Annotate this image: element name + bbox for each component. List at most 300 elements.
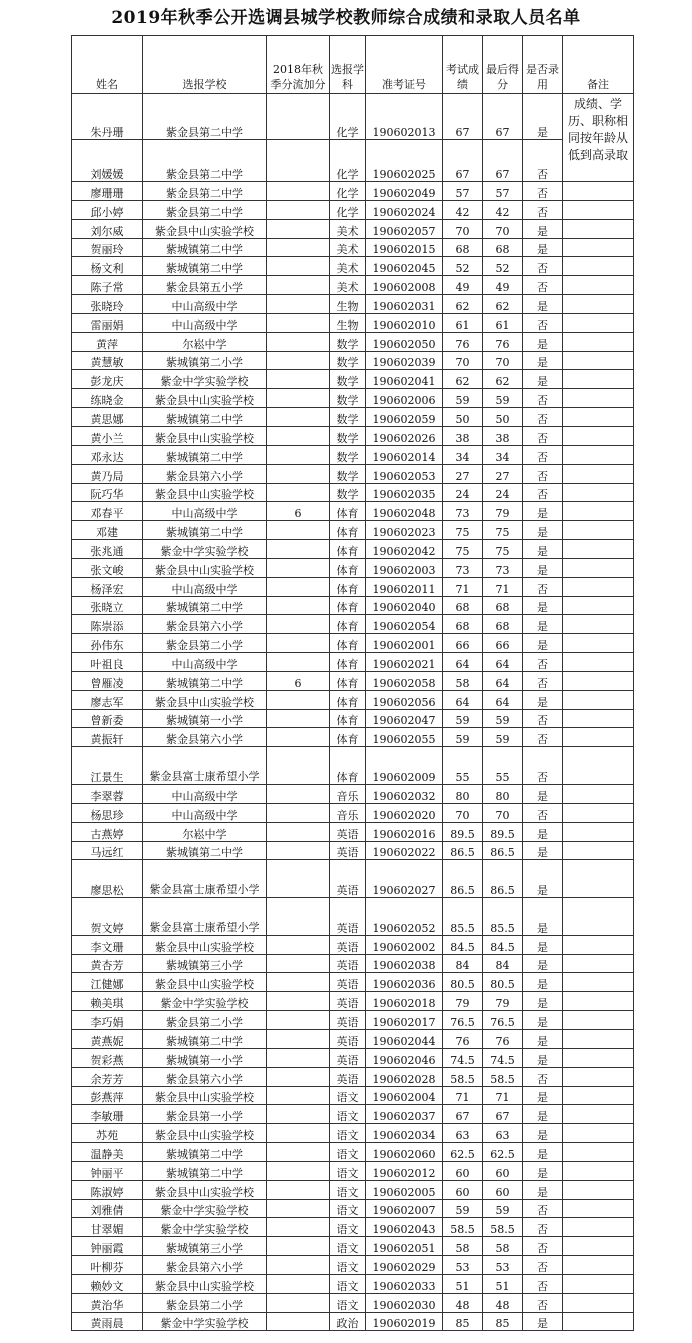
table-row: [72, 540, 634, 559]
table-row: [72, 1048, 634, 1067]
table-row: [72, 295, 634, 314]
cell-final: 60: [483, 1161, 523, 1180]
cell-name: 杨泽宏: [72, 577, 143, 596]
cell-admit: 否: [523, 747, 563, 785]
cell-note: [563, 295, 634, 314]
cell-school: 中山高级中学: [143, 502, 267, 521]
table-row: [72, 671, 634, 690]
cell-final: 76.5: [483, 1011, 523, 1030]
cell-final: 58.5: [483, 1067, 523, 1086]
cell-ticket: 190602044: [366, 1029, 443, 1048]
cell-school: 中山高级中学: [143, 313, 267, 332]
cell-note: [563, 1312, 634, 1331]
cell-subject: 英语: [330, 841, 366, 860]
cell-subject: 体育: [330, 653, 366, 672]
cell-school: 紫城镇第一小学: [143, 709, 267, 728]
cell-note: [563, 408, 634, 427]
table-row: [72, 973, 634, 992]
table-row: [72, 502, 634, 521]
cell-final: 74.5: [483, 1048, 523, 1067]
cell-name: 余芳芳: [72, 1067, 143, 1086]
cell-final: 57: [483, 182, 523, 201]
cell-name: 邓建: [72, 521, 143, 540]
cell-admit: 是: [523, 238, 563, 257]
cell-name: 黄乃局: [72, 464, 143, 483]
cell-subject: 英语: [330, 860, 366, 898]
table-row: [72, 521, 634, 540]
cell-admit: 否: [523, 1218, 563, 1237]
cell-final: 64: [483, 690, 523, 709]
cell-ticket: 190602035: [366, 483, 443, 502]
table-row: [72, 1274, 634, 1293]
header-note: 备注: [563, 36, 634, 94]
cell-note: [563, 898, 634, 936]
cell-note: [563, 332, 634, 351]
cell-bonus: [267, 1199, 330, 1218]
cell-bonus: [267, 973, 330, 992]
cell-name: 刘媛媛: [72, 140, 143, 182]
cell-note: [563, 1256, 634, 1275]
cell-name: 张晓立: [72, 596, 143, 615]
cell-subject: 体育: [330, 747, 366, 785]
cell-school: 紫金县第六小学: [143, 1256, 267, 1275]
cell-final: 58.5: [483, 1218, 523, 1237]
table-row: [72, 1293, 634, 1312]
cell-name: 叶祖良: [72, 653, 143, 672]
cell-ticket: 190602045: [366, 257, 443, 276]
cell-name: 江景生: [72, 747, 143, 785]
cell-final: 50: [483, 408, 523, 427]
table-row: [72, 898, 634, 936]
cell-school: 紫金县第一小学: [143, 1105, 267, 1124]
cell-subject: 语文: [330, 1086, 366, 1105]
cell-bonus: [267, 1237, 330, 1256]
cell-final: 80: [483, 785, 523, 804]
cell-name: 陈淑婷: [72, 1180, 143, 1199]
cell-name: 李巧娟: [72, 1011, 143, 1030]
cell-subject: 语文: [330, 1256, 366, 1275]
cell-exam: 57: [443, 182, 483, 201]
cell-name: 黄杏芳: [72, 954, 143, 973]
cell-note: [563, 841, 634, 860]
table-row: [72, 1218, 634, 1237]
cell-note: [563, 276, 634, 295]
cell-exam: 89.5: [443, 822, 483, 841]
cell-name: 邱小婷: [72, 200, 143, 219]
cell-admit: 是: [523, 1048, 563, 1067]
cell-note: [563, 540, 634, 559]
cell-ticket: 190602060: [366, 1143, 443, 1162]
cell-subject: 英语: [330, 992, 366, 1011]
cell-final: 62: [483, 370, 523, 389]
cell-note: [563, 690, 634, 709]
cell-admit: 是: [523, 992, 563, 1011]
cell-ticket: 190602019: [366, 1312, 443, 1331]
cell-exam: 67: [443, 140, 483, 182]
cell-ticket: 190602047: [366, 709, 443, 728]
cell-final: 89.5: [483, 822, 523, 841]
cell-final: 64: [483, 653, 523, 672]
cell-ticket: 190602015: [366, 238, 443, 257]
cell-school: 紫金县第六小学: [143, 728, 267, 747]
cell-name: 江健娜: [72, 973, 143, 992]
table-row: [72, 822, 634, 841]
cell-bonus: [267, 445, 330, 464]
cell-ticket: 190602042: [366, 540, 443, 559]
cell-subject: 数学: [330, 445, 366, 464]
cell-final: 61: [483, 313, 523, 332]
cell-subject: 音乐: [330, 803, 366, 822]
table-row: [72, 140, 634, 182]
cell-exam: 58: [443, 671, 483, 690]
header-bonus: 2018年秋季分流加分: [267, 36, 330, 94]
cell-note: [563, 860, 634, 898]
cell-final: 70: [483, 219, 523, 238]
cell-final: 62.5: [483, 1143, 523, 1162]
cell-admit: 是: [523, 634, 563, 653]
cell-ticket: 190602004: [366, 1086, 443, 1105]
cell-admit: 是: [523, 295, 563, 314]
cell-school: 紫金县中山实验学校: [143, 1180, 267, 1199]
header-row: [72, 36, 634, 94]
cell-admit: 否: [523, 389, 563, 408]
cell-note: [563, 1029, 634, 1048]
cell-name: 张晓玲: [72, 295, 143, 314]
cell-note: [563, 257, 634, 276]
cell-admit: 否: [523, 426, 563, 445]
cell-ticket: 190602048: [366, 502, 443, 521]
cell-final: 58: [483, 1237, 523, 1256]
cell-final: 48: [483, 1293, 523, 1312]
cell-name: 刘尔威: [72, 219, 143, 238]
cell-school: 紫城镇第一小学: [143, 1048, 267, 1067]
cell-exam: 63: [443, 1124, 483, 1143]
cell-subject: 英语: [330, 935, 366, 954]
cell-ticket: 190602014: [366, 445, 443, 464]
cell-admit: 是: [523, 219, 563, 238]
cell-school: 紫金县中山实验学校: [143, 973, 267, 992]
cell-final: 86.5: [483, 841, 523, 860]
cell-bonus: [267, 803, 330, 822]
cell-ticket: 190602033: [366, 1274, 443, 1293]
cell-exam: 51: [443, 1274, 483, 1293]
cell-name: 曾新委: [72, 709, 143, 728]
cell-note: [563, 747, 634, 785]
cell-final: 68: [483, 615, 523, 634]
cell-name: 廖思松: [72, 860, 143, 898]
cell-note: [563, 1124, 634, 1143]
table-row: [72, 1199, 634, 1218]
cell-bonus: [267, 728, 330, 747]
cell-school: 紫城镇第二中学: [143, 257, 267, 276]
cell-school: 紫金县中山实验学校: [143, 389, 267, 408]
header-final: 最后得分: [483, 36, 523, 94]
cell-name: 古燕婷: [72, 822, 143, 841]
table-row: [72, 1237, 634, 1256]
cell-final: 53: [483, 1256, 523, 1275]
cell-note: [563, 1161, 634, 1180]
cell-ticket: 190602054: [366, 615, 443, 634]
table-row: [72, 634, 634, 653]
cell-final: 86.5: [483, 860, 523, 898]
cell-admit: 否: [523, 671, 563, 690]
cell-ticket: 190602025: [366, 140, 443, 182]
cell-exam: 60: [443, 1180, 483, 1199]
cell-name: 彭燕萍: [72, 1086, 143, 1105]
cell-exam: 80.5: [443, 973, 483, 992]
cell-name: 钟丽霞: [72, 1237, 143, 1256]
cell-subject: 体育: [330, 502, 366, 521]
cell-note: [563, 634, 634, 653]
cell-exam: 73: [443, 502, 483, 521]
cell-admit: 是: [523, 898, 563, 936]
table-row: [72, 558, 634, 577]
cell-final: 75: [483, 521, 523, 540]
cell-admit: 否: [523, 803, 563, 822]
cell-ticket: 190602030: [366, 1293, 443, 1312]
cell-exam: 79: [443, 992, 483, 1011]
cell-exam: 70: [443, 351, 483, 370]
cell-ticket: 190602037: [366, 1105, 443, 1124]
table-row: [72, 803, 634, 822]
cell-bonus: [267, 577, 330, 596]
cell-final: 71: [483, 1086, 523, 1105]
cell-final: 34: [483, 445, 523, 464]
cell-bonus: [267, 615, 330, 634]
cell-ticket: 190602055: [366, 728, 443, 747]
cell-bonus: [267, 1067, 330, 1086]
cell-school: 紫金中学实验学校: [143, 1218, 267, 1237]
cell-bonus: [267, 1274, 330, 1293]
cell-note: [563, 822, 634, 841]
cell-exam: 50: [443, 408, 483, 427]
cell-ticket: 190602026: [366, 426, 443, 445]
cell-subject: 数学: [330, 408, 366, 427]
cell-subject: 英语: [330, 1029, 366, 1048]
cell-final: 84: [483, 954, 523, 973]
table-row: [72, 257, 634, 276]
cell-admit: 否: [523, 653, 563, 672]
cell-ticket: 190602022: [366, 841, 443, 860]
cell-final: 71: [483, 577, 523, 596]
cell-subject: 数学: [330, 426, 366, 445]
table-row: [72, 483, 634, 502]
table-row: [72, 370, 634, 389]
cell-school: 紫城镇第二中学: [143, 671, 267, 690]
cell-ticket: 190602029: [366, 1256, 443, 1275]
cell-school: 紫金县第二小学: [143, 1293, 267, 1312]
cell-name: 贺丽玲: [72, 238, 143, 257]
cell-admit: 是: [523, 1180, 563, 1199]
cell-admit: 否: [523, 728, 563, 747]
cell-ticket: 190602050: [366, 332, 443, 351]
cell-name: 贺文婷: [72, 898, 143, 936]
cell-ticket: 190602049: [366, 182, 443, 201]
cell-subject: 数学: [330, 464, 366, 483]
cell-subject: 化学: [330, 200, 366, 219]
cell-admit: 是: [523, 502, 563, 521]
cell-exam: 80: [443, 785, 483, 804]
cell-admit: 是: [523, 94, 563, 140]
cell-name: 邓春平: [72, 502, 143, 521]
cell-note: [563, 577, 634, 596]
cell-admit: 是: [523, 1086, 563, 1105]
table-row: [72, 182, 634, 201]
cell-exam: 71: [443, 577, 483, 596]
cell-name: 阮巧华: [72, 483, 143, 502]
cell-note: [563, 992, 634, 1011]
cell-exam: 27: [443, 464, 483, 483]
cell-admit: 是: [523, 351, 563, 370]
cell-subject: 体育: [330, 709, 366, 728]
cell-bonus: [267, 898, 330, 936]
cell-name: 陈崇添: [72, 615, 143, 634]
cell-subject: 生物: [330, 295, 366, 314]
table-row: [72, 596, 634, 615]
cell-bonus: [267, 747, 330, 785]
cell-final: 59: [483, 389, 523, 408]
cell-ticket: 190602027: [366, 860, 443, 898]
cell-ticket: 190602058: [366, 671, 443, 690]
cell-final: 64: [483, 671, 523, 690]
cell-admit: 是: [523, 615, 563, 634]
cell-subject: 美术: [330, 276, 366, 295]
cell-school: 紫金县第五小学: [143, 276, 267, 295]
cell-subject: 英语: [330, 1011, 366, 1030]
cell-bonus: [267, 351, 330, 370]
cell-final: 49: [483, 276, 523, 295]
cell-name: 杨思珍: [72, 803, 143, 822]
cell-final: 59: [483, 1199, 523, 1218]
cell-bonus: [267, 1312, 330, 1331]
cell-bonus: [267, 540, 330, 559]
table-body: [72, 94, 634, 1331]
cell-note: [563, 483, 634, 502]
cell-final: 55: [483, 747, 523, 785]
cell-admit: 否: [523, 1067, 563, 1086]
table-row: [72, 200, 634, 219]
table-row: [72, 747, 634, 785]
cell-ticket: 190602032: [366, 785, 443, 804]
cell-subject: 体育: [330, 577, 366, 596]
cell-name: 黄治华: [72, 1293, 143, 1312]
cell-exam: 48: [443, 1293, 483, 1312]
cell-admit: 否: [523, 182, 563, 201]
cell-subject: 生物: [330, 313, 366, 332]
cell-ticket: 190602008: [366, 276, 443, 295]
cell-ticket: 190602018: [366, 992, 443, 1011]
cell-subject: 化学: [330, 140, 366, 182]
cell-admit: 是: [523, 954, 563, 973]
cell-exam: 71: [443, 1086, 483, 1105]
cell-bonus: [267, 483, 330, 502]
cell-exam: 67: [443, 1105, 483, 1124]
cell-final: 73: [483, 558, 523, 577]
cell-ticket: 190602005: [366, 1180, 443, 1199]
cell-exam: 84: [443, 954, 483, 973]
cell-subject: 语文: [330, 1199, 366, 1218]
page-title: 2019年秋季公开选调县城学校教师综合成绩和录取人员名单: [111, 8, 581, 28]
cell-exam: 60: [443, 1161, 483, 1180]
cell-bonus: [267, 841, 330, 860]
cell-bonus: 6: [267, 502, 330, 521]
cell-note: [563, 558, 634, 577]
cell-admit: 是: [523, 860, 563, 898]
cell-subject: 数学: [330, 370, 366, 389]
cell-ticket: 190602040: [366, 596, 443, 615]
cell-note: [563, 1237, 634, 1256]
cell-admit: 是: [523, 1029, 563, 1048]
cell-note: [563, 521, 634, 540]
cell-note: [563, 596, 634, 615]
cell-ticket: 190602059: [366, 408, 443, 427]
cell-final: 80.5: [483, 973, 523, 992]
cell-final: 76: [483, 1029, 523, 1048]
cell-subject: 体育: [330, 615, 366, 634]
table-row: [72, 785, 634, 804]
cell-exam: 62: [443, 370, 483, 389]
cell-ticket: 190602007: [366, 1199, 443, 1218]
cell-note: [563, 238, 634, 257]
cell-subject: 体育: [330, 671, 366, 690]
cell-admit: 否: [523, 1199, 563, 1218]
cell-name: 曾雁凌: [72, 671, 143, 690]
cell-final: 79: [483, 502, 523, 521]
cell-bonus: [267, 332, 330, 351]
cell-exam: 85: [443, 1312, 483, 1331]
cell-exam: 76.5: [443, 1011, 483, 1030]
header-exam: 考试成绩: [443, 36, 483, 94]
cell-school: 紫金县中山实验学校: [143, 483, 267, 502]
cell-school: 中山高级中学: [143, 803, 267, 822]
cell-final: 60: [483, 1180, 523, 1199]
cell-subject: 数学: [330, 351, 366, 370]
cell-bonus: [267, 140, 330, 182]
cell-exam: 64: [443, 653, 483, 672]
cell-school: 中山高级中学: [143, 295, 267, 314]
table-row: [72, 1143, 634, 1162]
cell-name: 黄振轩: [72, 728, 143, 747]
header-name: 姓名: [72, 36, 143, 94]
cell-note: [563, 502, 634, 521]
cell-final: 67: [483, 140, 523, 182]
cell-final: 66: [483, 634, 523, 653]
cell-exam: 24: [443, 483, 483, 502]
cell-name: 雷丽娟: [72, 313, 143, 332]
table-row: [72, 94, 634, 140]
cell-bonus: [267, 1124, 330, 1143]
cell-final: 70: [483, 351, 523, 370]
cell-ticket: 190602016: [366, 822, 443, 841]
cell-note: [563, 464, 634, 483]
cell-name: 刘雅倩: [72, 1199, 143, 1218]
cell-note: [563, 615, 634, 634]
cell-bonus: [267, 1011, 330, 1030]
cell-admit: 是: [523, 521, 563, 540]
cell-exam: 59: [443, 1199, 483, 1218]
cell-subject: 美术: [330, 257, 366, 276]
cell-note: [563, 1218, 634, 1237]
cell-exam: 38: [443, 426, 483, 445]
cell-ticket: 190602028: [366, 1067, 443, 1086]
cell-note: [563, 200, 634, 219]
cell-subject: 数学: [330, 389, 366, 408]
cell-name: 黄雨晨: [72, 1312, 143, 1331]
cell-school: 紫金县中山实验学校: [143, 558, 267, 577]
cell-exam: 34: [443, 445, 483, 464]
cell-final: 24: [483, 483, 523, 502]
cell-exam: 59: [443, 389, 483, 408]
